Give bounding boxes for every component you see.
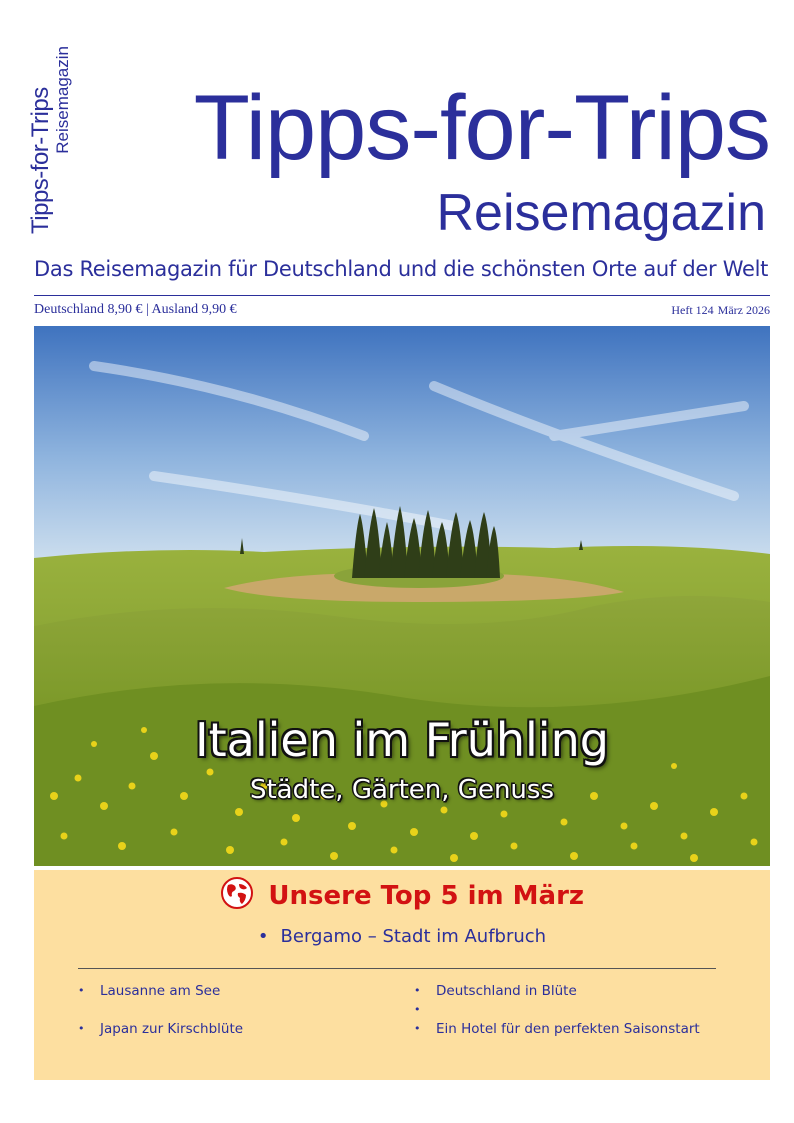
list-item-text: Japan zur Kirschblüte [100, 1021, 244, 1037]
top5-title: Unsere Top 5 im März [268, 881, 585, 911]
list-item-text: Lausanne am See [100, 983, 221, 999]
globe-icon [220, 876, 254, 910]
top5-header [34, 876, 770, 916]
bullet: • [414, 984, 421, 997]
cover-subheadline: Städte, Gärten, Genuss [249, 775, 554, 805]
top5-box [34, 870, 770, 1080]
side-brand-title: Tipps-for-Trips [27, 87, 54, 234]
magazine-title: Tipps-for-Trips [193, 77, 770, 179]
cover-headline: Italien im Frühling [195, 713, 609, 767]
list-item-text: Ein Hotel für den perfekten Saisonstart [436, 1021, 700, 1037]
top5-feature-text: Bergamo – Stadt im Aufbruch [280, 926, 547, 947]
masthead-divider [34, 295, 770, 296]
bullet: • [78, 1022, 85, 1035]
bullet: • [257, 926, 269, 947]
cover-photo [34, 326, 770, 866]
top5-feature-item [34, 924, 770, 950]
side-brand-rotated [28, 44, 71, 234]
tagline: Das Reisemagazin für Deutschland und die schönsten Orte auf der Welt [34, 257, 769, 281]
price-info: Deutschland 8,90 € | Ausland 9,90 € [34, 302, 237, 317]
list-item-text: Deutschland in Blüte [436, 983, 577, 999]
bullet: • [414, 1003, 421, 1016]
side-brand-subtitle: Reisemagazin [53, 46, 72, 154]
side-brand [28, 44, 88, 234]
bullet: • [414, 1022, 421, 1035]
magazine-subtitle: Reisemagazin [436, 184, 766, 242]
issue-number: Heft 124 [671, 303, 714, 317]
issue-date: März 2026 [717, 303, 770, 317]
bullet: • [78, 984, 85, 997]
top5-divider [78, 968, 716, 969]
issue-info [667, 302, 770, 318]
